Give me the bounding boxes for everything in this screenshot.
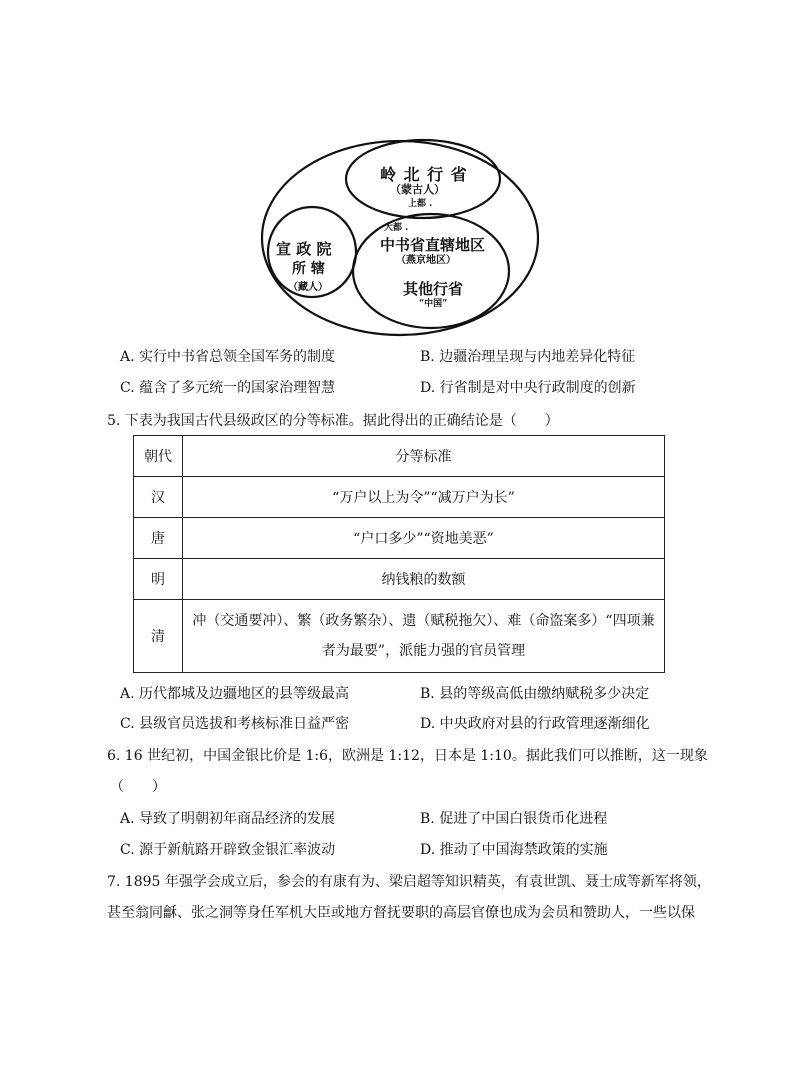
- yanjing-label: （燕京地区）: [396, 255, 456, 266]
- table-cell-dynasty: 汉: [134, 477, 183, 518]
- xuanzheng-label-2: 所 辖: [292, 261, 325, 277]
- q6-stem: 6. 16 世纪初，中国金银比价是 1:6，欧洲是 1:12，日本是 1:10。据此我们可以推断，这一现象: [107, 748, 708, 764]
- q4-option-a: A. 实行中书省总领全国军务的制度: [120, 349, 336, 365]
- lingbei-label: 岭 北 行 省: [380, 165, 468, 184]
- q5-option-c: C. 县级官员选拔和考核标准日益严密: [120, 716, 350, 732]
- shangdu-label: 上都 .: [408, 199, 433, 209]
- q5-stem: 5. 下表为我国古代县级政区的分等标准。据此得出的正确结论是（ ）: [107, 413, 559, 429]
- q6-option-a: A. 导致了明朝初年商品经济的发展: [120, 811, 336, 827]
- table-cell-standard: “万户以上为令”“减万户为长”: [183, 477, 665, 518]
- zhongshu-label: 中书省直辖地区: [380, 236, 486, 254]
- table-row: [134, 518, 665, 559]
- q6-option-c: C. 源于新航路开辟致金银汇率波动: [120, 842, 336, 858]
- q5-option-d: D. 中央政府对县的行政管理逐渐细化: [420, 716, 650, 732]
- qita-label: 其他行省: [403, 280, 464, 298]
- table-cell-line-1: 冲（交通要冲）、繁（政务繁杂）、遗（赋税拖欠）、难（命盗案多）“四项兼: [192, 613, 655, 629]
- table-row: [134, 477, 665, 518]
- zangren-label: （藏人）: [288, 282, 328, 293]
- table-header-standard: 分等标准: [183, 436, 665, 477]
- q4-option-c: C. 蕴含了多元统一的国家治理智慧: [120, 380, 336, 396]
- table-cell-dynasty: 清: [134, 600, 183, 673]
- table-cell-standard: “户口多少”“资地美恶”: [183, 518, 665, 559]
- dadu-label: 大都 .: [384, 223, 409, 233]
- zhongguo-label: “中国”: [419, 299, 448, 309]
- table-header-row: [134, 436, 665, 477]
- q6-option-b: B. 促进了中国白银货币化进程: [420, 811, 608, 827]
- table-row: [134, 600, 665, 673]
- table-cell-line-2: 者为最要”，派能力强的官员管理: [321, 643, 526, 659]
- q5-option-a: A. 历代都城及边疆地区的县等级最高: [120, 686, 350, 702]
- q6-stem-bracket: （ ）: [110, 779, 166, 795]
- table-cell-dynasty: 明: [134, 559, 183, 600]
- table-cell-dynasty: 唐: [134, 518, 183, 559]
- q4-option-b: B. 边疆治理呈现与内地差异化特征: [420, 349, 636, 365]
- xuanzheng-label-1: 宣 政 院: [276, 240, 332, 258]
- q4-option-d: D. 行省制是对中央行政制度的创新: [420, 380, 636, 396]
- table-cell-standard: [183, 600, 665, 673]
- q7-stem-line-1: 7. 1895 年强学会成立后，参会的有康有为、梁启超等知识精英，有袁世凯、聂士成等新军将领，: [107, 874, 711, 890]
- yuan-administration-diagram: [250, 138, 550, 338]
- q6-option-d: D. 推动了中国海禁政策的实施: [420, 842, 608, 858]
- q5-table: [133, 435, 665, 673]
- menggu-label: （蒙古人）: [390, 183, 445, 196]
- q5-option-b: B. 县的等级高低由缴纳赋税多少决定: [420, 686, 650, 702]
- table-cell-standard: 纳钱粮的数额: [183, 559, 665, 600]
- table-header-dynasty: 朝代: [134, 436, 183, 477]
- table-row: [134, 559, 665, 600]
- q7-stem-line-2: 甚至翁同龢、张之洞等身任军机大臣或地方督抚要职的高层官僚也成为会员和赞助人，一些以保: [107, 905, 695, 921]
